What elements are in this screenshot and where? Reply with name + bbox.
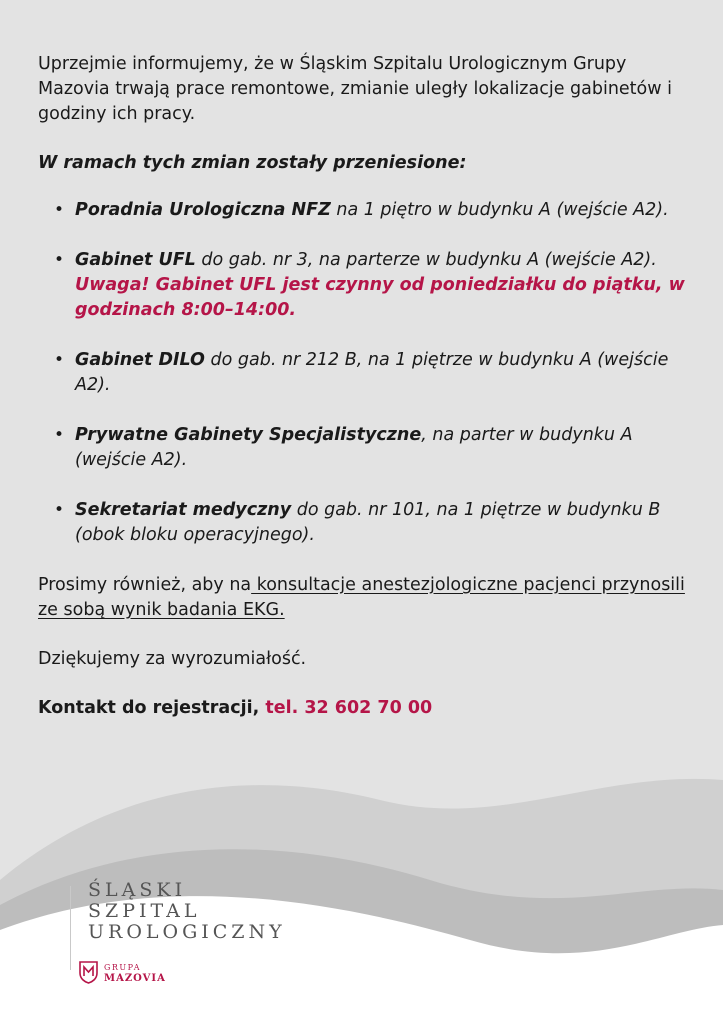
unit-location: do gab. nr 212 B, na 1 piętrze w budynku A (wejście A2). xyxy=(75,350,669,395)
logo-group-mazovia xyxy=(104,962,166,984)
unit-name: Poradnia Urologiczna NFZ xyxy=(75,200,331,220)
list-item xyxy=(38,348,688,398)
ekg-request-paragraph xyxy=(38,573,688,623)
ekg-request-underlined: konsultacje anestezjologiczne pacjenci przynosili ze sobą wynik badania EKG xyxy=(38,575,685,620)
unit-location: , na parter w budynku A (wejście A2). xyxy=(75,425,633,470)
logo-group-label: GRUPA xyxy=(104,963,142,972)
list-item xyxy=(38,248,688,323)
relocations-heading: W ramach tych zmian zostały przeniesione: xyxy=(38,153,467,173)
mazovia-shield-icon xyxy=(78,960,99,984)
unit-name: Prywatne Gabinety Specjalistyczne xyxy=(75,425,422,445)
logo-group-name: MAZOVIA xyxy=(104,973,166,984)
contact-line xyxy=(38,696,688,721)
logo-wordmark xyxy=(88,880,286,943)
list-item xyxy=(38,198,688,223)
logo-line-2: SZPITAL xyxy=(88,900,201,922)
list-item xyxy=(38,498,688,548)
notice-content xyxy=(38,52,688,721)
unit-location: do gab. nr 101, na 1 piętrze w budynku B (obok bloku operacyjnego). xyxy=(75,500,661,545)
intro-paragraph: Uprzejmie informujemy, że w Śląskim Szpitalu Urologicznym Grupy Mazovia trwają prace remontowe, zmianie uległy lokalizacje gabinetów i godziny ich pracy. xyxy=(38,54,672,124)
unit-name: Gabinet UFL xyxy=(75,250,196,270)
logo-line-1: ŚLĄSKI xyxy=(88,879,187,901)
contact-phone: tel. 32 602 70 00 xyxy=(265,698,433,718)
logo-divider xyxy=(70,886,71,970)
unit-location: do gab. nr 3, na parterze w budynku A (wejście A2). xyxy=(195,250,657,270)
logo-line-3: UROLOGICZNY xyxy=(88,921,286,943)
ufl-hours-notice: Uwaga! Gabinet UFL jest czynny od poniedziałku do piątku, w godzinach 8:00–14:00. xyxy=(75,275,685,320)
contact-label: Kontakt do rejestracji, xyxy=(38,698,260,718)
unit-location: na 1 piętro w budynku A (wejście A2). xyxy=(330,200,669,220)
thanks-text: Dziękujemy za wyrozumiałość. xyxy=(38,649,307,669)
list-item xyxy=(38,423,688,473)
request-prefix: Prosimy również, aby na xyxy=(38,575,252,595)
relocation-list xyxy=(38,198,688,548)
unit-name: Sekretariat medyczny xyxy=(75,500,292,520)
unit-name: Gabinet DILO xyxy=(75,350,205,370)
request-suffix: . xyxy=(279,600,285,620)
